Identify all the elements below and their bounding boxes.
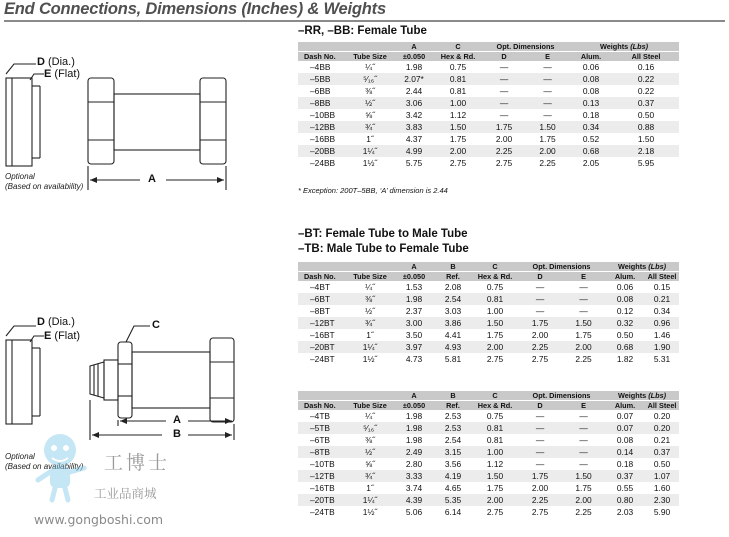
table-cell: 1.75 — [575, 330, 592, 340]
table-row — [298, 446, 679, 458]
table-cell: 6.14 — [444, 507, 462, 517]
table-cell: 2.00 — [472, 341, 518, 353]
table-cell: 3.97 — [394, 341, 434, 353]
table-cell: 0.75 — [486, 411, 504, 421]
table-cell: 2.07* — [394, 73, 434, 85]
table-cell: 2.25 — [575, 507, 592, 517]
table-cell: 1.50 — [562, 317, 605, 329]
table-cell: 1.98 — [405, 62, 423, 72]
table-cell: ⁵⁄₁₆˝ — [346, 73, 394, 85]
table-cell: 2.25 — [518, 494, 562, 506]
table-cell: 0.08 — [582, 86, 600, 96]
dash-no-cell: –8BB — [298, 97, 346, 109]
dash-no-cell: –4BB — [310, 62, 331, 72]
table-cell: — — [526, 73, 569, 85]
table-row — [298, 85, 679, 97]
dash-no-cell: –10BB — [310, 110, 336, 120]
table-cell: 0.75 — [486, 282, 504, 292]
alum-header: Alum. — [569, 52, 613, 62]
weights-header: Weights (Lbs) — [569, 42, 679, 52]
table-cell: 1.50 — [637, 134, 655, 144]
table-cell: ¾˝ — [346, 121, 394, 133]
table-row — [298, 109, 679, 121]
opt-dims-header: Opt. Dimensions — [482, 42, 569, 52]
table-cell: 1.98 — [394, 422, 434, 434]
table-cell: 2.75 — [531, 354, 549, 364]
table-cell: 1.53 — [405, 282, 423, 292]
table-cell: 0.37 — [605, 470, 645, 482]
table-cell: 0.06 — [582, 62, 600, 72]
table-cell: 4.41 — [444, 330, 462, 340]
watermark-brand: 工博士 — [104, 452, 171, 474]
table-cell: 2.80 — [405, 459, 423, 469]
table-cell: 0.32 — [605, 317, 645, 329]
table-cell: — — [543, 86, 552, 96]
table-cell: ⅜˝ — [346, 293, 394, 305]
dash-no-cell: –6TB — [310, 435, 331, 445]
dash-no-cell: –12BT — [298, 317, 346, 329]
table-cell: 0.07 — [616, 411, 634, 421]
table-cell: 2.53 — [434, 422, 472, 434]
table-row — [298, 506, 679, 518]
table-cell: 1.98 — [394, 293, 434, 305]
title-divider — [4, 20, 725, 22]
table-cell: 2.75 — [449, 158, 467, 168]
tube-size-header: Tube Size — [346, 52, 394, 62]
table-cell: 4.19 — [434, 470, 472, 482]
table-cell: 1˝ — [366, 330, 374, 340]
table-cell: 1.75 — [449, 134, 467, 144]
table-cell: ⅝˝ — [365, 110, 375, 120]
table-row — [298, 410, 679, 422]
table-cell: 2.30 — [645, 494, 679, 506]
table-cell: 1½˝ — [362, 158, 378, 168]
table-cell: — — [526, 97, 569, 109]
dash-no-cell: –6BT — [298, 293, 346, 305]
table-cell: — — [482, 73, 526, 85]
table-cell: 2.54 — [444, 435, 462, 445]
table-cell: 0.80 — [605, 494, 645, 506]
dash-no-cell: –10TB — [310, 459, 335, 469]
table-cell: 2.18 — [613, 145, 679, 157]
table-cell: 2.00 — [531, 330, 549, 340]
table-cell: 1¼˝ — [346, 145, 394, 157]
table-cell: 2.37 — [405, 306, 423, 316]
table-cell: 2.03 — [616, 507, 634, 517]
table-cell: 1˝ — [366, 483, 374, 493]
page-title: End Connections, Dimensions (Inches) & Weights — [4, 0, 386, 18]
table-cell: 4.65 — [444, 483, 462, 493]
dash-no-cell: –24BB — [310, 158, 336, 168]
table-cell: 2.25 — [575, 354, 592, 364]
table-row — [298, 73, 679, 85]
table-cell: — — [579, 459, 588, 469]
table-cell: — — [482, 97, 526, 109]
table-cell: — — [499, 86, 509, 96]
table-cell: 1.00 — [472, 446, 518, 458]
table-cell: ⅜˝ — [365, 86, 375, 96]
table-cell: 1.46 — [653, 330, 671, 340]
table-cell: 2.54 — [434, 293, 472, 305]
table-cell: 5.31 — [653, 354, 671, 364]
table-cell: 1½˝ — [362, 354, 378, 364]
table-cell: 5.90 — [653, 507, 671, 517]
table-cell: ⅜˝ — [365, 435, 375, 445]
table-cell: 2.25 — [539, 158, 556, 168]
table-cell: 0.14 — [605, 446, 645, 458]
table-cell: 2.25 — [482, 145, 526, 157]
table-cell: — — [543, 110, 552, 120]
dash-no-cell: –12BB — [298, 121, 346, 133]
dash-no-cell: –6BB — [310, 86, 331, 96]
table-cell: 0.81 — [486, 435, 504, 445]
col-a-header: A — [394, 42, 434, 52]
table-cell: 2.00 — [562, 341, 605, 353]
table-cell: 0.96 — [645, 317, 679, 329]
table-cell: 0.88 — [613, 121, 679, 133]
dash-no-cell: –20BT — [298, 341, 346, 353]
table-cell: 0.81 — [472, 422, 518, 434]
col-c-header: C — [434, 42, 482, 52]
table-cell: — — [535, 435, 545, 445]
table-cell: 1¼˝ — [346, 494, 394, 506]
table-cell: 2.75 — [486, 354, 504, 364]
table-cell: 0.81 — [449, 86, 467, 96]
table-cell: 1¼˝ — [346, 341, 394, 353]
bt-dim-e-label: E (Flat) — [44, 330, 81, 342]
table-cell: 0.06 — [616, 282, 634, 292]
table-cell: 0.21 — [653, 435, 671, 445]
table-cell: 1½˝ — [362, 507, 378, 517]
table-cell: 2.44 — [405, 86, 423, 96]
table-cell: 0.20 — [653, 411, 671, 421]
table-cell: — — [579, 306, 588, 316]
dash-no-cell: –4BT — [310, 282, 331, 292]
table-cell: — — [579, 435, 588, 445]
table-cell: 0.75 — [449, 62, 467, 72]
table-cell: 0.18 — [616, 459, 634, 469]
table-cell: — — [535, 282, 545, 292]
table-cell: 2.75 — [531, 507, 549, 517]
table-cell: 2.53 — [444, 411, 462, 421]
tb-section-heading: –TB: Male Tube to Female Tube — [298, 243, 469, 255]
table-cell: 0.07 — [605, 422, 645, 434]
table-row — [298, 494, 679, 506]
table-cell: ¼˝ — [365, 62, 375, 72]
table-cell: 3.03 — [444, 306, 462, 316]
table-cell: 1.07 — [645, 470, 679, 482]
table-cell: 0.22 — [637, 86, 655, 96]
table-cell: — — [543, 62, 552, 72]
table-cell: ¾˝ — [346, 470, 394, 482]
table-cell: 2.25 — [518, 341, 562, 353]
table-cell: 0.37 — [613, 97, 679, 109]
table-cell: ⅝˝ — [365, 459, 375, 469]
table-row — [298, 482, 679, 494]
dash-no-cell: –16BT — [310, 330, 335, 340]
table-cell: 1.12 — [449, 110, 467, 120]
table-cell: 1.00 — [434, 97, 482, 109]
table-cell: 1.50 — [434, 121, 482, 133]
table-row — [298, 329, 679, 341]
table-cell: 3.06 — [394, 97, 434, 109]
table-row — [298, 317, 679, 329]
dash-no-cell: –24BT — [310, 354, 335, 364]
table-row — [298, 353, 679, 365]
dash-no-cell: –8TB — [298, 446, 346, 458]
table-cell: 0.34 — [653, 306, 671, 316]
table-cell: 0.20 — [645, 422, 679, 434]
table-cell: — — [535, 411, 545, 421]
table-row — [298, 281, 679, 293]
table-cell: 1.12 — [486, 459, 504, 469]
table-row — [298, 145, 679, 157]
bt-dim-c-label: C — [152, 319, 160, 331]
table-cell: 1.00 — [486, 306, 504, 316]
table-cell: 0.81 — [472, 293, 518, 305]
table-cell: 0.13 — [569, 97, 613, 109]
table-cell: 0.52 — [582, 134, 600, 144]
table-cell: 0.68 — [605, 341, 645, 353]
table-cell: 0.08 — [616, 435, 634, 445]
table-cell: — — [562, 422, 605, 434]
table-cell: 0.08 — [605, 293, 645, 305]
table-row — [298, 121, 679, 133]
all-steel-header: All Steel — [613, 52, 679, 62]
table-cell: 2.00 — [526, 145, 569, 157]
table-cell: ½˝ — [346, 446, 394, 458]
table-cell: 1.75 — [518, 317, 562, 329]
dash-no-cell: –16BB — [310, 134, 336, 144]
table-cell: 1.90 — [645, 341, 679, 353]
table-cell: 0.16 — [637, 62, 655, 72]
bt-dim-a-label: A — [173, 414, 181, 426]
tb-dimension-table: A B C Opt. Dimensions Weights (Lbs) Dash No. Tube Size ±0.050 Ref. Hex & Rd. D E Alum. All Steel –4TB ¼˝ 1.98 2.53 0.75 — — 0.07 0.20 –5TB ⁵⁄₁₆˝ 1.98 2.53 0.81 — — 0.07 0.20 –6TB ⅜˝ 1.98 2.54 0.81 — — 0.08 0.21 –8TB ½˝ 2.49 3.15 1.00 — — 0.14 0.37 –10TB ⅝˝ 2.80 3.56 1.12 — — 0.18 0.50 –12TB ¾˝ 3.33 4.19 1.50 1.75 1.50 0.37 1.07 –16TB 1˝ 3.74 4.65 1.75 2.00 1.75 0.55 1.60 –20TB 1¼˝ 4.39 5.35 2.00 2.25 2.00 0.80 2.30 –24TB 1½˝ 5.06 6.14 2.75 2.75 2.25 2.03 5.90 — [298, 391, 679, 518]
bt-section-heading: –BT: Female Tube to Male Tube — [298, 228, 468, 240]
table-cell: 1.75 — [486, 330, 504, 340]
table-row — [298, 305, 679, 317]
watermark-url: www.gongboshi.com — [34, 512, 164, 527]
table-cell: 2.00 — [531, 483, 549, 493]
table-cell: ½˝ — [346, 97, 394, 109]
table-cell: 3.56 — [444, 459, 462, 469]
table-cell: 0.22 — [613, 73, 679, 85]
table-cell: 0.55 — [616, 483, 634, 493]
table-cell: 1.60 — [653, 483, 671, 493]
col-d-header: D — [482, 52, 526, 62]
table-cell: 1.98 — [405, 435, 423, 445]
table-row — [298, 133, 679, 145]
table-row — [298, 341, 679, 353]
bt-dimension-table: A B C Opt. Dimensions Weights (Lbs) Dash No. Tube Size ±0.050 Ref. Hex & Rd. D E Alum. All Steel –4BT ¼˝ 1.53 2.08 0.75 — — 0.06 0.15 –6BT ⅜˝ 1.98 2.54 0.81 — — 0.08 0.21 –8BT ½˝ 2.37 3.03 1.00 — — 0.12 0.34 –12BT ¾˝ 3.00 3.86 1.50 1.75 1.50 0.32 0.96 –16BT 1˝ 3.50 4.41 1.75 2.00 1.75 0.50 1.46 –20BT 1¼˝ 3.97 4.93 2.00 2.25 2.00 0.68 1.90 –24BT 1½˝ 4.73 5.81 2.75 2.75 2.25 1.82 5.31 — [298, 262, 679, 365]
bb-optional-note: Optional (Based on availability) — [5, 172, 84, 191]
table-cell: ¼˝ — [365, 411, 375, 421]
dash-no-cell: –5BB — [298, 73, 346, 85]
table-cell: 3.15 — [434, 446, 472, 458]
table-cell: 0.68 — [569, 145, 613, 157]
table-cell: 3.00 — [394, 317, 434, 329]
table-cell: 3.74 — [405, 483, 423, 493]
table-cell: 0.50 — [616, 330, 634, 340]
table-cell: — — [518, 422, 562, 434]
table-cell: 1.50 — [472, 317, 518, 329]
table-cell: 0.08 — [569, 73, 613, 85]
table-cell: 4.37 — [405, 134, 423, 144]
table-cell: 3.50 — [405, 330, 423, 340]
dash-no-cell: –16TB — [310, 483, 335, 493]
table-cell: 2.00 — [472, 494, 518, 506]
table-cell: ¼˝ — [365, 282, 375, 292]
table-row — [298, 458, 679, 470]
table-row — [298, 470, 679, 482]
table-cell: 3.42 — [405, 110, 423, 120]
watermark-tagline: 工业品商城 — [94, 486, 157, 501]
table-cell: 1.75 — [486, 483, 504, 493]
bt-dim-b-label: B — [173, 428, 181, 440]
dash-no-cell: –20BB — [298, 145, 346, 157]
table-cell: 1.50 — [472, 470, 518, 482]
table-row — [298, 97, 679, 109]
table-cell: ½˝ — [365, 306, 375, 316]
table-cell: 3.86 — [434, 317, 472, 329]
table-cell: 1.75 — [539, 134, 556, 144]
table-cell: 0.15 — [653, 282, 671, 292]
table-cell: 4.39 — [394, 494, 434, 506]
table-cell: 1.75 — [482, 121, 526, 133]
bb-dim-e-label: E (Flat) — [44, 68, 81, 80]
table-cell: 5.35 — [434, 494, 472, 506]
dash-no-header: Dash No. — [298, 52, 346, 62]
table-cell: — — [579, 282, 588, 292]
table-cell: 2.00 — [434, 145, 482, 157]
table-cell: 5.81 — [444, 354, 462, 364]
table-row — [298, 61, 679, 73]
table-cell: 2.75 — [486, 507, 504, 517]
table-cell: — — [518, 293, 562, 305]
table-cell: 2.08 — [444, 282, 462, 292]
table-cell: 4.73 — [405, 354, 423, 364]
table-cell: — — [562, 293, 605, 305]
table-row — [298, 157, 679, 169]
dash-no-cell: –5TB — [298, 422, 346, 434]
dash-no-cell: –24TB — [310, 507, 335, 517]
table-cell: — — [535, 459, 545, 469]
table-cell: 0.34 — [569, 121, 613, 133]
table-cell: 5.95 — [637, 158, 655, 168]
table-cell: 2.75 — [495, 158, 513, 168]
table-cell: — — [499, 62, 509, 72]
table-row — [298, 422, 679, 434]
table-cell: — — [562, 446, 605, 458]
table-cell: 1˝ — [366, 134, 374, 144]
table-cell: 1.50 — [526, 121, 569, 133]
table-cell: 2.49 — [394, 446, 434, 458]
table-cell: 0.21 — [645, 293, 679, 305]
table-cell: 4.99 — [394, 145, 434, 157]
table-row — [298, 293, 679, 305]
dash-no-cell: –20TB — [298, 494, 346, 506]
table-row — [298, 434, 679, 446]
dash-no-cell: –4TB — [310, 411, 331, 421]
dash-no-cell: –12TB — [298, 470, 346, 482]
table-cell: ⁵⁄₁₆˝ — [346, 422, 394, 434]
table-cell: 3.83 — [394, 121, 434, 133]
table-cell: 2.05 — [582, 158, 600, 168]
table-cell: 2.00 — [495, 134, 513, 144]
bb-footnote: * Exception: 200T–5BB, ‘A’ dimension is 2.44 — [298, 186, 448, 195]
table-cell: 1.98 — [405, 411, 423, 421]
table-cell: 5.06 — [405, 507, 423, 517]
table-cell: 0.50 — [653, 459, 671, 469]
table-cell: — — [579, 411, 588, 421]
bb-dim-a-label: A — [148, 173, 156, 185]
table-cell: 0.12 — [616, 306, 634, 316]
col-e-header: E — [526, 52, 569, 62]
table-cell: 3.33 — [394, 470, 434, 482]
table-cell: 0.81 — [434, 73, 482, 85]
table-cell: 0.37 — [645, 446, 679, 458]
table-cell: 0.50 — [637, 110, 655, 120]
table-cell: 5.75 — [405, 158, 423, 168]
table-cell: 0.18 — [582, 110, 600, 120]
table-cell: ¾˝ — [346, 317, 394, 329]
table-cell: 2.00 — [562, 494, 605, 506]
table-cell: 4.93 — [434, 341, 472, 353]
dash-no-cell: –8BT — [310, 306, 331, 316]
bb-dim-d-label: D (Dia.) — [37, 56, 75, 68]
table-cell: 1.82 — [616, 354, 634, 364]
table-cell: 1.50 — [562, 470, 605, 482]
bb-dimension-table: A C Opt. Dimensions Weights (Lbs) Dash No. Tube Size ±0.050 Hex & Rd. D E Alum. All Steel –4BB ¼˝ 1.98 0.75 — — 0.06 0.16 –5BB ⁵⁄₁₆˝ 2.07* 0.81 — — 0.08 0.22 –6BB ⅜˝ 2.44 0.81 — — 0.08 0.22 –8BB ½˝ 3.06 1.00 — — 0.13 0.37 –10BB ⅝˝ 3.42 1.12 — — 0.18 0.50 –12BB ¾˝ 3.83 1.50 1.75 1.50 0.34 0.88 –16BB 1˝ 4.37 1.75 2.00 1.75 0.52 1.50 –20BB 1¼˝ 4.99 2.00 2.25 2.00 0.68 2.18 –24BB 1½˝ 5.75 2.75 2.75 2.25 2.05 5.95 — [298, 42, 679, 169]
table-cell: 1.75 — [518, 470, 562, 482]
bt-optional-note: Optional (Based on availability) — [5, 452, 84, 471]
table-cell: — — [518, 446, 562, 458]
table-cell: 1.75 — [575, 483, 592, 493]
bt-dim-d-label: D (Dia.) — [37, 316, 75, 328]
table-cell: — — [535, 306, 545, 316]
table-cell: — — [499, 110, 509, 120]
bb-section-heading: –RR, –BB: Female Tube — [298, 25, 427, 37]
